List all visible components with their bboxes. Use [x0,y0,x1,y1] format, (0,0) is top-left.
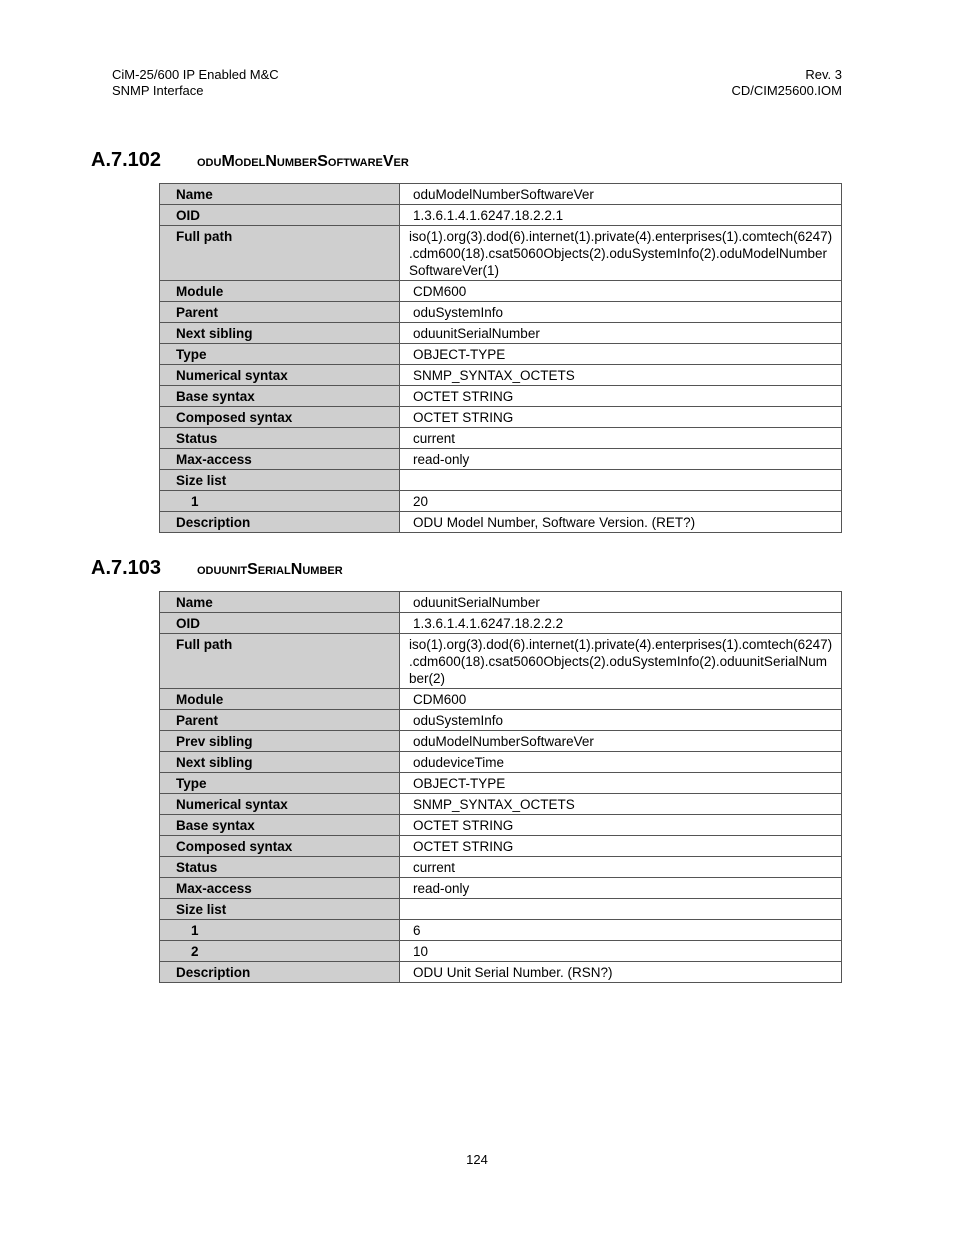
mib-table [159,591,842,983]
row-label: Size list [160,899,400,920]
table-row [160,205,842,226]
row-value: 1.3.6.1.4.1.6247.18.2.2.2 [400,613,842,634]
table-row [160,470,842,491]
row-label: Description [160,962,400,983]
row-label: Module [160,689,400,710]
header-left [112,67,279,99]
table-row [160,386,842,407]
doc-revision: Rev. 3 [805,67,842,82]
table-row [160,365,842,386]
table-row [160,794,842,815]
table-row [160,836,842,857]
row-label: Full path [160,634,400,689]
table-row [160,752,842,773]
section-number: A.7.102 [91,149,162,171]
table-row [160,857,842,878]
row-value: oduunitSerialNumber [400,323,842,344]
row-label: Numerical syntax [160,794,400,815]
row-value: CDM600 [400,281,842,302]
table-row [160,815,842,836]
row-label: Parent [160,710,400,731]
row-label: Description [160,512,400,533]
row-label: Composed syntax [160,407,400,428]
fullpath-line: .cdm600(18).csat5060Objects(2).oduSystemInfo(2).oduModelNumber [409,246,827,261]
row-value: current [400,857,842,878]
row-value: current [400,428,842,449]
row-value: SNMP_SYNTAX_OCTETS [400,794,842,815]
row-label: 2 [160,941,400,962]
row-label: 1 [160,491,400,512]
row-value: SNMP_SYNTAX_OCTETS [400,365,842,386]
table-row [160,592,842,613]
row-label: Status [160,857,400,878]
fullpath-line: iso(1).org(3).dod(6).internet(1).private(4).enterprises(1).comtech(6247) [409,637,833,652]
row-label: Type [160,344,400,365]
table-row [160,899,842,920]
row-label: Composed syntax [160,836,400,857]
table-row [160,613,842,634]
row-value [400,226,842,281]
row-label: OID [160,613,400,634]
row-value: OCTET STRING [400,815,842,836]
row-value: odudeviceTime [400,752,842,773]
table-row [160,184,842,205]
row-label: Name [160,184,400,205]
row-label: Module [160,281,400,302]
row-value: OBJECT-TYPE [400,344,842,365]
row-value: oduModelNumberSoftwareVer [400,731,842,752]
table-row [160,323,842,344]
doc-subtitle: SNMP Interface [112,83,204,98]
row-label: OID [160,205,400,226]
table-row [160,344,842,365]
table-row [160,689,842,710]
row-value [400,470,842,491]
row-value: oduunitSerialNumber [400,592,842,613]
section-name: oduunitSerialNumber [197,561,343,578]
row-label: Parent [160,302,400,323]
row-value: oduSystemInfo [400,302,842,323]
row-label: Size list [160,470,400,491]
table-row [160,962,842,983]
row-value [400,634,842,689]
row-label: Base syntax [160,386,400,407]
doc-title: CiM-25/600 IP Enabled M&C [112,67,279,82]
row-value: ODU Model Number, Software Version. (RET?) [400,512,842,533]
row-value: 1.3.6.1.4.1.6247.18.2.2.1 [400,205,842,226]
table-row [160,491,842,512]
section-number: A.7.103 [91,557,162,579]
table-row [160,941,842,962]
row-value: OCTET STRING [400,407,842,428]
page-number: 124 [466,1152,488,1167]
section-heading [91,149,409,172]
section-heading [91,557,343,580]
table-row [160,634,842,689]
fullpath-line: iso(1).org(3).dod(6).internet(1).private(4).enterprises(1).comtech(6247) [409,229,833,244]
row-label: Max-access [160,878,400,899]
table-row [160,226,842,281]
row-value: ODU Unit Serial Number. (RSN?) [400,962,842,983]
row-label: Type [160,773,400,794]
row-value: CDM600 [400,689,842,710]
row-label: Name [160,592,400,613]
row-label: Numerical syntax [160,365,400,386]
fullpath-line: ber(2) [409,671,446,686]
row-label: Full path [160,226,400,281]
row-label: 1 [160,920,400,941]
table-row [160,920,842,941]
row-value: OBJECT-TYPE [400,773,842,794]
row-label: Prev sibling [160,731,400,752]
section-name: oduModelNumberSoftwareVer [197,153,409,170]
table-row [160,731,842,752]
doc-id: CD/CIM25600.IOM [731,83,842,98]
row-value: OCTET STRING [400,386,842,407]
table-row [160,449,842,470]
row-value: oduModelNumberSoftwareVer [400,184,842,205]
row-value: 20 [400,491,842,512]
row-value: read-only [400,449,842,470]
table-row [160,878,842,899]
row-value: 6 [400,920,842,941]
mib-table [159,183,842,533]
row-value: OCTET STRING [400,836,842,857]
table-row [160,512,842,533]
row-label: Next sibling [160,752,400,773]
row-value: read-only [400,878,842,899]
row-value [400,899,842,920]
fullpath-line: SoftwareVer(1) [409,263,500,278]
row-label: Next sibling [160,323,400,344]
table-row [160,773,842,794]
table-row [160,428,842,449]
table-row [160,407,842,428]
table-row [160,281,842,302]
table-row [160,710,842,731]
row-label: Max-access [160,449,400,470]
row-label: Status [160,428,400,449]
row-label: Base syntax [160,815,400,836]
row-value: 10 [400,941,842,962]
row-value: oduSystemInfo [400,710,842,731]
fullpath-line: .cdm600(18).csat5060Objects(2).oduSystemInfo(2).oduunitSerialNum [409,654,827,669]
table-row [160,302,842,323]
header-right [731,67,842,99]
